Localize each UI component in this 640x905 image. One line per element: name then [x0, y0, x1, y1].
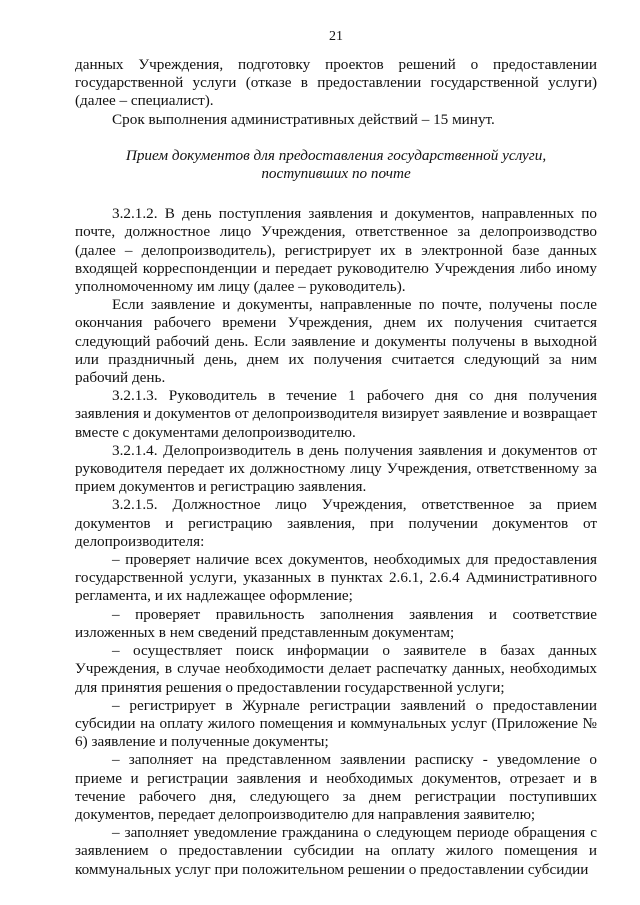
paragraph-3-2-1-2: 3.2.1.2. В день поступления заявления и документов, направленных по почте, должностное лицо Учреждения, ответственное за делопроизводство (далее – делопроизводитель), регистрирует их в электронной базе данных входящей корреспонденции и передает руководителю Учреждения либо иному уполномоченному им лицу (далее – руководитель).	[75, 205, 597, 296]
list-item-register: – регистрирует в Журнале регистрации заявлений о предоставлении субсидии на оплату жилого помещения и коммунальных услуг (Приложение № 6) заявление и полученные документы;	[75, 696, 597, 751]
section-heading: Прием документов для предоставления государственной услуги, поступивших по почте	[125, 146, 547, 183]
paragraph-after-hours: Если заявление и документы, направленные по почте, получены после окончания рабочего времени Учреждения, днем их получения считается следующий рабочий день. Если заявление и документы получены в выходной или праздничный день, днем их получения считается следующий за ним рабочий день.	[75, 296, 597, 387]
spacer	[75, 183, 597, 201]
paragraph-continuation: данных Учреждения, подготовку проектов решений о предоставлении государственной услуги (отказе в предоставлении государственной услуги) (далее – специалист).	[75, 56, 597, 110]
paragraph-3-2-1-5: 3.2.1.5. Должностное лицо Учреждения, ответственное за прием документов и регистрацию заявления, при получении документов от делопроизводителя:	[75, 496, 597, 550]
list-item-notification: – заполняет уведомление гражданина о следующем периоде обращения с заявлением о предоставлении субсидии на оплату жилого помещения и коммунальных услуг при положительном решении о предоставлении субсидии	[75, 824, 597, 878]
paragraph-3-2-1-4: 3.2.1.4. Делопроизводитель в день получения заявления и документов от руководителя передает их должностному лицу Учреждения, ответственному за прием документов и регистрацию заявления.	[75, 441, 597, 496]
paragraph-3-2-1-3: 3.2.1.3. Руководитель в течение 1 рабочего дня со дня получения заявления и документов от делопроизводителя визирует заявление и возвращает вместе с документами делопроизводителю.	[75, 387, 597, 441]
list-item-check-documents: – проверяет наличие всех документов, необходимых для предоставления государственной услуги, указанных в пунктах 2.6.1, 2.6.4 Административного регламента, и их надлежащее оформление;	[75, 551, 597, 605]
page-number: 21	[329, 29, 343, 44]
list-item-search-info: – осуществляет поиск информации о заявителе в базах данных Учреждения, в случае необходимости делает распечатку данных, необходимых для принятия решения о предоставлении государственной услуги;	[75, 642, 597, 696]
paragraph-deadline: Срок выполнения административных действий – 15 минут.	[112, 110, 495, 128]
document-page	[75, 28, 597, 879]
spacer	[75, 129, 597, 147]
list-item-receipt: – заполняет на представленном заявлении расписку - уведомление о приеме и регистрации заявления и необходимых документов, отрезает и в течение рабочего дня, следующего за днем регистрации поступивших документов, передает делопроизводителю для направления заявителю;	[75, 751, 597, 823]
list-item-check-correctness: – проверяет правильность заполнения заявления и соответствие изложенных в нем сведений представленным документам;	[75, 605, 597, 641]
